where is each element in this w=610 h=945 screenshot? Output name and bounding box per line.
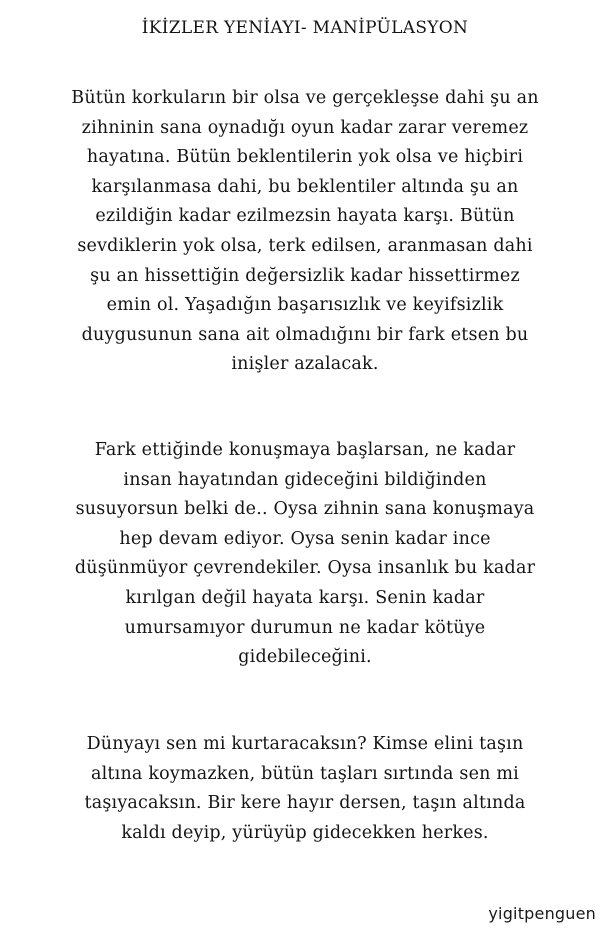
text-line: zihninin sana oynadığı oyun kadar zarar veremez: [81, 117, 529, 138]
text-line: emin ol. Yaşadığın başarısızlık ve keyifsizlik: [106, 295, 504, 316]
text-line: kaldı deyip, yürüyüp gidecekken herkes.: [121, 822, 489, 843]
author-signature: yigitpenguen: [488, 904, 596, 923]
text-line: susuyorsun belki de.. Oysa zihnin sana konuşmaya: [75, 499, 535, 520]
page-title: İKİZLER YENİAYI- MANİPÜLASYON: [141, 18, 469, 38]
text-line: gidebileceğini.: [238, 647, 372, 668]
text-line: düşünmüyor çevrendekiler. Oysa insanlık bu kadar: [74, 558, 536, 579]
text-line: şu an hissettiğin değersizlik kadar hissettirmez: [90, 265, 520, 286]
text-line: sevdiklerin yok olsa, terk edilsen, aranmasan dahi: [77, 235, 533, 256]
text-line: umursamıyor durumun ne kadar kötüye: [124, 617, 486, 638]
text-line: Fark ettiğinde konuşmaya başlarsan, ne kadar: [94, 440, 516, 460]
text-line: Dünyayı sen mi kurtaracaksın? Kimse elini taşın: [86, 734, 524, 754]
paragraph-1: [18, 84, 592, 380]
text-line: taşıyacaksın. Bir kere hayır dersen, taşın altında: [84, 793, 526, 814]
paragraph-2: [18, 436, 592, 673]
text-line: altına koymazken, bütün taşları sırtında sen mi: [91, 763, 519, 784]
text-line: Bütün korkuların bir olsa ve gerçekleşse dahi şu an: [71, 88, 539, 108]
text-line: kırılgan değil hayata karşı. Senin kadar: [125, 587, 485, 608]
text-line: hayatına. Bütün beklentilerin yok olsa ve hiçbiri: [86, 147, 524, 168]
text-line: ezildiğin kadar ezilmezsin hayata karşı. Bütün: [95, 206, 515, 227]
text-line: karşılanmasa dahi, bu beklentiler altında şu an: [91, 176, 519, 197]
text-line: duygusunun sana ait olmadığını bir fark etsen bu: [81, 324, 529, 345]
paragraph-3: [18, 730, 592, 848]
text-line: inişler azalacak.: [231, 354, 379, 375]
text-line: insan hayatından gideceğini bildiğinden: [123, 469, 487, 490]
text-line: hep devam ediyor. Oysa senin kadar ince: [119, 528, 491, 549]
